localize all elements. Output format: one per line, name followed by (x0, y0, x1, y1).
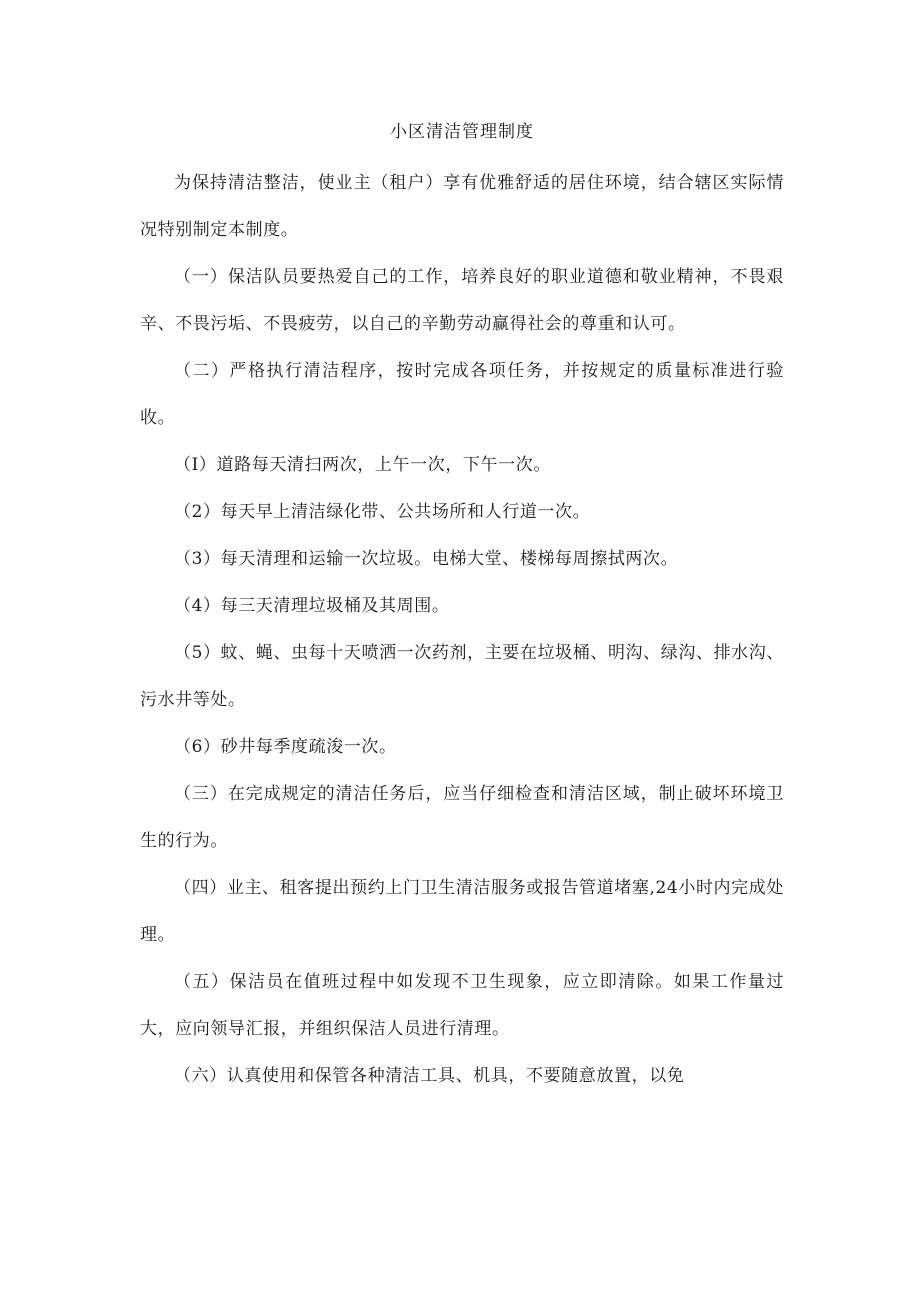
section-3-paragraph: （三）在完成规定的清洁任务后，应当仔细检查和清洁区域，制止破坏环境卫生的行为。 (140, 784, 784, 851)
section-2-paragraph: （二）严格执行清洁程序，按时完成各项任务，并按规定的质量标准进行验收。 (140, 361, 784, 428)
item-4-paragraph: （4）每三天清理垃圾桶及其周围。 (174, 596, 450, 616)
document-title: 小区清洁管理制度 (390, 122, 534, 142)
intro-paragraph: 为保持清洁整洁，使业主（租户）享有优雅舒适的居住环境，结合辖区实际情况特别制定本制度。 (140, 173, 784, 240)
item-6-paragraph: （6）砂井每季度疏浚一次。 (174, 737, 397, 757)
item-3-paragraph: （3）每天清理和运输一次垃圾。电梯大堂、楼梯每周擦拭两次。 (174, 549, 679, 569)
section-6-paragraph: （六）认真使用和保管各种清洁工具、机具，不要随意放置，以免 (174, 1066, 685, 1086)
section-5-paragraph: （五）保洁员在值班过程中如发现不卫生现象，应立即清除。如果工作量过大，应向领导汇报，并组织保洁人员进行清理。 (140, 972, 784, 1039)
section-4-paragraph: （四）业主、租客提出预约上门卫生清洁服务或报告管道堵塞,24小时内完成处理。 (140, 878, 784, 945)
document-body (140, 112, 784, 1100)
item-2-paragraph: （2）每天早上清洁绿化带、公共场所和人行道一次。 (174, 502, 591, 522)
item-1-paragraph: （I）道路每天清扫两次，上午一次，下午一次。 (174, 455, 551, 475)
section-1-paragraph: （一）保洁队员要热爱自己的工作，培养良好的职业道德和敬业精神，不畏艰辛、不畏污垢、不畏疲劳，以自己的辛勤劳动赢得社会的尊重和认可。 (140, 267, 784, 334)
item-5-paragraph: （5）蚊、蝇、虫每十天喷洒一次药剂，主要在垃圾桶、明沟、绿沟、排水沟、污水井等处。 (140, 643, 784, 710)
